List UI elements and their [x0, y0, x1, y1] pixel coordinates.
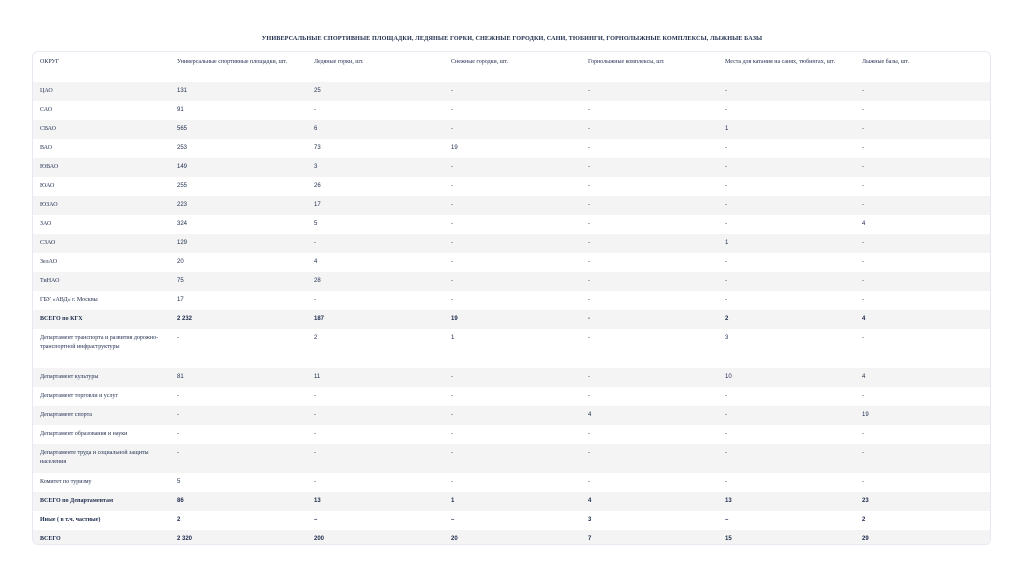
sledding-places-value: - — [718, 158, 855, 177]
ski-bases-value: 4 — [862, 221, 866, 227]
sledding-places-value: - — [718, 444, 855, 473]
district-name: Департамент образования и науки — [40, 431, 128, 437]
table-row — [33, 329, 991, 368]
sledding-places-value: 1 — [718, 120, 855, 139]
sledding-places-value: - — [718, 82, 855, 101]
district-name: ЗелАО — [40, 259, 58, 265]
ski-bases-value: - — [862, 297, 864, 303]
sledding-places-value: - — [725, 259, 727, 265]
district-name: ЮВАО — [33, 158, 170, 177]
sledding-places-value: - — [725, 297, 727, 303]
ice-slides-value: - — [314, 479, 316, 485]
ice-slides-value: 73 — [314, 145, 321, 151]
ice-slides-value: 4 — [314, 259, 318, 265]
sledding-places-value: - — [718, 272, 855, 291]
table-row — [33, 234, 991, 253]
district-name: ЗАО — [40, 221, 52, 227]
table-header-row — [33, 52, 991, 82]
ski-bases-value: 23 — [855, 492, 991, 511]
ice-slides-value: - — [307, 444, 444, 473]
district-name: Департамент спорта — [33, 406, 170, 425]
sports-grounds-value: 2 232 — [170, 310, 307, 329]
snow-towns-value: – — [451, 517, 455, 523]
ice-slides-value: 5 — [314, 221, 318, 227]
sports-grounds-value: - — [170, 406, 307, 425]
district-name: САО — [40, 107, 53, 113]
ski-bases-value: - — [862, 431, 864, 437]
header-ski-bases: Лыжные базы, шт. — [862, 59, 910, 65]
ski-bases-value: - — [862, 259, 864, 265]
sports-facilities-table — [33, 52, 991, 545]
table-row — [33, 492, 991, 511]
sledding-places-value: 2 — [718, 310, 855, 329]
ice-slides-value: - — [307, 406, 444, 425]
ice-slides-value: – — [314, 517, 318, 523]
ski-resorts-value: - — [588, 107, 590, 113]
header-sports-grounds: Универсальные спортивные площадки, шт. — [177, 59, 288, 65]
data-table-container — [32, 51, 991, 545]
sports-grounds-value: 324 — [177, 221, 188, 227]
ski-bases-value: - — [862, 145, 864, 151]
district-name: СЗАО — [33, 234, 170, 253]
table-row — [33, 196, 991, 215]
ice-slides-value: 26 — [314, 183, 321, 189]
table-row — [33, 511, 991, 530]
table-row — [33, 158, 991, 177]
table-row — [33, 406, 991, 425]
sledding-places-value: - — [725, 107, 727, 113]
snow-towns-value: - — [444, 158, 581, 177]
snow-towns-value: 19 — [444, 310, 581, 329]
header-ice-slides: Ледяные горки, шт. — [314, 59, 364, 65]
ice-slides-value: 2 — [314, 335, 318, 341]
ice-slides-value: 3 — [307, 158, 444, 177]
sports-grounds-value: - — [177, 393, 179, 399]
snow-towns-value: - — [451, 183, 453, 189]
ski-bases-value: - — [855, 120, 991, 139]
snow-towns-value: - — [451, 431, 453, 437]
ski-bases-value: - — [862, 183, 864, 189]
sports-grounds-value: 2 320 — [170, 530, 307, 545]
ice-slides-value: 200 — [307, 530, 444, 545]
sledding-places-value: - — [725, 183, 727, 189]
header-district: ОКРУГ — [40, 59, 60, 65]
ice-slides-value: 13 — [307, 492, 444, 511]
snow-towns-value: - — [444, 82, 581, 101]
header-sledding-places: Места для катания на санях, тюбингах, шт. — [725, 59, 836, 65]
ski-bases-value: - — [855, 234, 991, 253]
sports-grounds-value: 253 — [177, 145, 188, 151]
district-name: ЦАО — [33, 82, 170, 101]
ski-bases-value: - — [855, 272, 991, 291]
sports-grounds-value: 255 — [177, 183, 188, 189]
ski-resorts-value: - — [581, 196, 718, 215]
ski-resorts-value: - — [588, 221, 590, 227]
sports-grounds-value: 149 — [170, 158, 307, 177]
ice-slides-value: 6 — [307, 120, 444, 139]
ski-resorts-value: - — [588, 393, 590, 399]
ski-resorts-value: - — [588, 259, 590, 265]
sledding-places-value: 10 — [718, 368, 855, 387]
sports-grounds-value: 129 — [170, 234, 307, 253]
district-name: ВСЕГО по Департаментам — [33, 492, 170, 511]
district-name: ВСЕГО по КГХ — [33, 310, 170, 329]
sports-grounds-value: 75 — [170, 272, 307, 291]
ski-resorts-value: - — [581, 120, 718, 139]
ski-resorts-value: 7 — [581, 530, 718, 545]
sledding-places-value: 3 — [725, 335, 729, 341]
ski-bases-value: 19 — [855, 406, 991, 425]
snow-towns-value: - — [444, 444, 581, 473]
table-row — [33, 120, 991, 139]
ski-resorts-value: 3 — [588, 517, 592, 523]
ski-resorts-value: - — [588, 183, 590, 189]
ice-slides-value: - — [307, 234, 444, 253]
sports-grounds-value: - — [177, 335, 179, 341]
ice-slides-value: 25 — [307, 82, 444, 101]
snow-towns-value: 1 — [444, 492, 581, 511]
sports-grounds-value: 2 — [177, 517, 181, 523]
sledding-places-value: 13 — [718, 492, 855, 511]
ski-bases-value: - — [855, 196, 991, 215]
ski-resorts-value: - — [581, 158, 718, 177]
ski-bases-value: 4 — [855, 368, 991, 387]
page-title: УНИВЕРСАЛЬНЫЕ СПОРТИВНЫЕ ПЛОЩАДКИ, ЛЕДЯНЫЕ ГОРКИ, СНЕЖНЫЕ ГОРОДКИ, САНИ, ТЮБИНГИ, ГОРНОЛЫЖНЫЕ КОМПЛЕКСЫ, ЛЫЖНЫЕ БАЗЫ — [261, 35, 763, 42]
snow-towns-value: - — [444, 120, 581, 139]
sledding-places-value: – — [725, 517, 729, 523]
ski-bases-value: 4 — [855, 310, 991, 329]
ski-resorts-value: - — [581, 82, 718, 101]
snow-towns-value: - — [451, 221, 453, 227]
table-row — [33, 291, 991, 310]
table-row — [33, 272, 991, 291]
table-row — [33, 139, 991, 158]
ice-slides-value: 17 — [307, 196, 444, 215]
ski-bases-value: - — [855, 82, 991, 101]
ice-slides-value: 28 — [307, 272, 444, 291]
sports-grounds-value: 91 — [177, 107, 184, 113]
district-name: ГБУ «АВД» г. Москвы — [40, 297, 98, 303]
district-name: Департамент транспорта и развития дорожно-транспортной инфраструктуры — [40, 335, 159, 350]
sports-grounds-value: 17 — [177, 297, 184, 303]
table-row — [33, 310, 991, 329]
table-row — [33, 387, 991, 406]
table-row — [33, 444, 991, 473]
district-name: ВСЕГО — [33, 530, 170, 545]
district-name: Департамент торговли и услуг — [40, 393, 118, 399]
ski-resorts-value: - — [588, 431, 590, 437]
sledding-places-value: - — [725, 479, 727, 485]
ski-resorts-value: 4 — [581, 492, 718, 511]
sledding-places-value: - — [718, 406, 855, 425]
sports-grounds-value: - — [170, 444, 307, 473]
ski-resorts-value: - — [581, 272, 718, 291]
sledding-places-value: - — [725, 393, 727, 399]
snow-towns-value: 19 — [451, 145, 458, 151]
ice-slides-value: 187 — [307, 310, 444, 329]
table-row — [33, 215, 991, 234]
table-row — [33, 253, 991, 272]
sports-grounds-value: 565 — [170, 120, 307, 139]
header-ski-resorts: Горнолыжные комплексы, шт. — [588, 59, 665, 65]
snow-towns-value: 1 — [451, 335, 455, 341]
sledding-places-value: - — [725, 221, 727, 227]
district-name: ЮАО — [40, 183, 55, 189]
district-name: Иные ( в т.ч. частные) — [40, 517, 101, 523]
table-row — [33, 425, 991, 444]
district-name: ВАО — [40, 145, 52, 151]
sledding-places-value: - — [718, 196, 855, 215]
ski-bases-value: - — [855, 444, 991, 473]
ski-resorts-value: - — [588, 145, 590, 151]
snow-towns-value: - — [451, 107, 453, 113]
ski-bases-value: 29 — [855, 530, 991, 545]
sports-grounds-value: 86 — [170, 492, 307, 511]
table-row — [33, 101, 991, 120]
snow-towns-value: - — [451, 479, 453, 485]
header-snow-towns: Снежные городки, шт. — [451, 59, 509, 65]
sledding-places-value: - — [725, 145, 727, 151]
district-name: ТиНАО — [33, 272, 170, 291]
table-row — [33, 177, 991, 196]
snow-towns-value: - — [451, 297, 453, 303]
ice-slides-value: - — [314, 107, 316, 113]
sports-grounds-value: 20 — [177, 259, 184, 265]
snow-towns-value: - — [451, 393, 453, 399]
snow-towns-value: - — [444, 368, 581, 387]
table-row — [33, 530, 991, 545]
snow-towns-value: - — [444, 234, 581, 253]
sports-grounds-value: 5 — [177, 479, 181, 485]
sports-grounds-value: 131 — [170, 82, 307, 101]
snow-towns-value: - — [444, 272, 581, 291]
ice-slides-value: - — [314, 393, 316, 399]
ski-resorts-value: - — [581, 310, 718, 329]
district-name: СВАО — [33, 120, 170, 139]
sports-grounds-value: - — [177, 431, 179, 437]
ski-resorts-value: - — [581, 444, 718, 473]
ski-bases-value: 2 — [862, 517, 866, 523]
sports-grounds-value: 81 — [170, 368, 307, 387]
ski-bases-value: - — [855, 158, 991, 177]
snow-towns-value: - — [444, 406, 581, 425]
ice-slides-value: 11 — [307, 368, 444, 387]
ski-resorts-value: - — [588, 297, 590, 303]
table-body — [33, 82, 991, 545]
snow-towns-value: - — [444, 196, 581, 215]
table-row — [33, 473, 991, 492]
ski-resorts-value: - — [581, 368, 718, 387]
sledding-places-value: - — [725, 431, 727, 437]
sledding-places-value: 15 — [718, 530, 855, 545]
snow-towns-value: 20 — [444, 530, 581, 545]
ski-resorts-value: - — [581, 234, 718, 253]
district-name: Департаменте труда и социальной защиты населения — [33, 444, 170, 473]
ski-resorts-value: - — [588, 479, 590, 485]
ski-bases-value: - — [862, 335, 864, 341]
ice-slides-value: - — [314, 297, 316, 303]
ski-resorts-value: 4 — [581, 406, 718, 425]
district-name: Комитет по туризму — [40, 479, 92, 485]
district-name: ЮЗАО — [33, 196, 170, 215]
ski-bases-value: - — [862, 107, 864, 113]
table-row — [33, 368, 991, 387]
snow-towns-value: - — [451, 259, 453, 265]
ice-slides-value: - — [314, 431, 316, 437]
ski-bases-value: - — [862, 393, 864, 399]
sports-grounds-value: 223 — [170, 196, 307, 215]
table-row — [33, 82, 991, 101]
ski-resorts-value: - — [588, 335, 590, 341]
sledding-places-value: 1 — [718, 234, 855, 253]
district-name: Департамент культуры — [33, 368, 170, 387]
ski-bases-value: - — [862, 479, 864, 485]
